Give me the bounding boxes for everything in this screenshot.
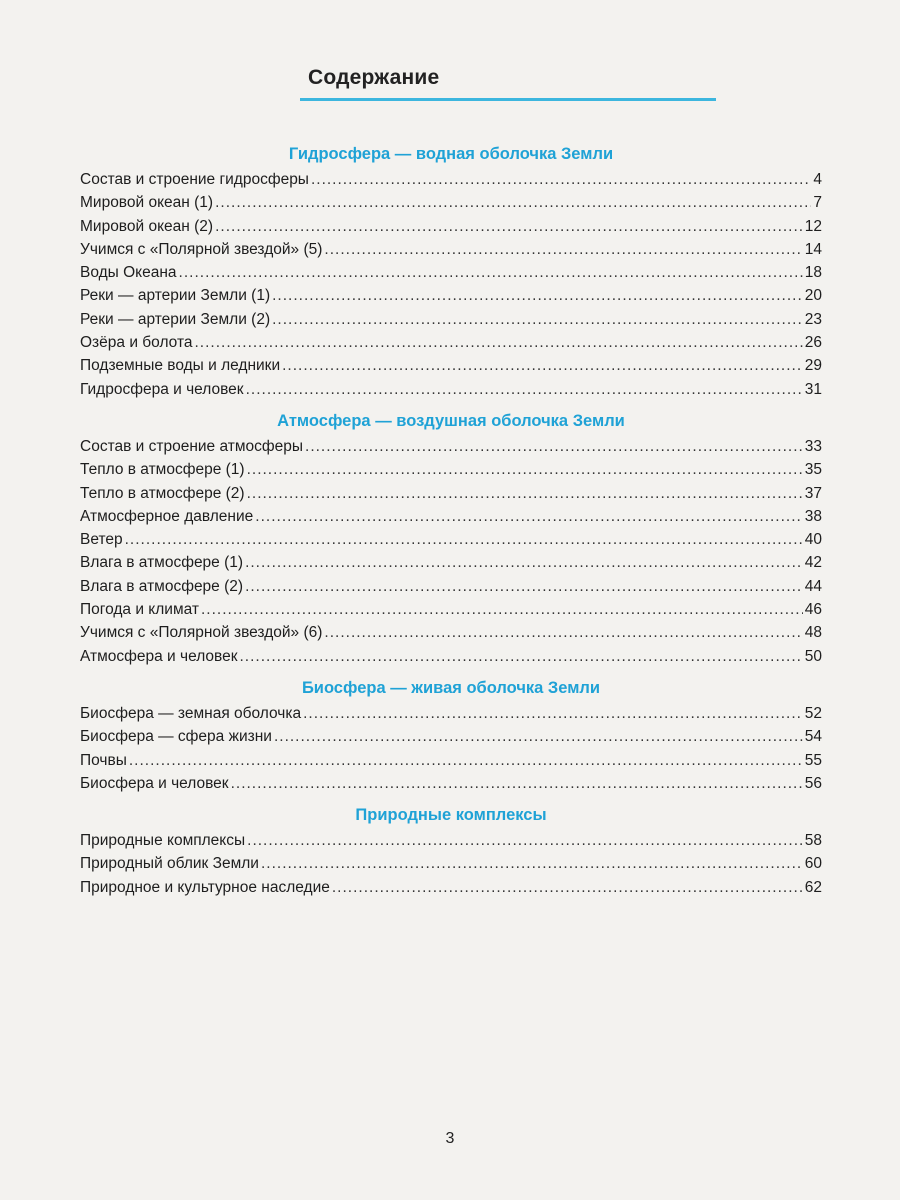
toc-entry-page: 55 <box>804 751 822 769</box>
toc-entry-page: 12 <box>804 217 822 235</box>
dot-leader <box>245 575 803 598</box>
toc-entry <box>80 482 822 505</box>
toc-entry-title: Мировой океан (1) <box>80 194 214 212</box>
dot-leader <box>311 168 811 191</box>
dot-leader <box>274 725 803 748</box>
section-heading: Атмосфера — воздушная оболочка Земли <box>277 411 625 430</box>
page-number: 3 <box>445 1130 455 1147</box>
toc-entry <box>80 528 822 551</box>
dot-leader <box>272 308 803 331</box>
dot-leader <box>247 482 803 505</box>
toc-entry <box>80 505 822 528</box>
toc-entry-title: Озёра и болота <box>80 334 193 352</box>
dot-leader <box>215 215 803 238</box>
toc-entry-page: 37 <box>804 484 822 502</box>
toc-entry-title: Биосфера — земная оболочка <box>80 704 302 722</box>
toc-entry <box>80 876 822 899</box>
dot-leader <box>201 598 803 621</box>
toc-entry-page: 20 <box>804 287 822 305</box>
toc-entry-title: Учимся с «Полярной звездой» (5) <box>80 240 323 258</box>
toc-entry-page: 52 <box>804 704 822 722</box>
dot-leader <box>324 621 802 644</box>
toc-entry <box>80 575 822 598</box>
toc-entry-title: Биосфера и человек <box>80 774 229 792</box>
toc-entry-title: Ветер <box>80 531 123 549</box>
dot-leader <box>195 331 803 354</box>
toc-entry-page: 58 <box>804 832 822 850</box>
toc-entry-page: 48 <box>804 624 822 642</box>
toc-entry-title: Атмосфера и человек <box>80 647 238 665</box>
toc-entry <box>80 215 822 238</box>
toc-entry-title: Природные комплексы <box>80 832 246 850</box>
dot-leader <box>261 852 803 875</box>
toc-entry <box>80 435 822 458</box>
toc-entry-title: Почвы <box>80 751 127 769</box>
toc-entry-title: Гидросфера и человек <box>80 380 244 398</box>
toc-entry-title: Природный облик Земли <box>80 855 259 873</box>
toc-entry-page: 35 <box>804 461 822 479</box>
dot-leader <box>305 435 803 458</box>
toc-entry <box>80 702 822 725</box>
toc-entry <box>80 621 822 644</box>
toc-entry-title: Влага в атмосфере (2) <box>80 577 244 595</box>
toc-entry-page: 7 <box>813 194 822 212</box>
toc-entry <box>80 852 822 875</box>
toc-entry-title: Влага в атмосфере (1) <box>80 554 244 572</box>
section-heading: Биосфера — живая оболочка Земли <box>301 678 601 697</box>
toc-entry-page: 40 <box>804 531 822 549</box>
toc-entry-title: Реки — артерии Земли (1) <box>80 287 271 305</box>
toc-entry <box>80 354 822 377</box>
toc-entry-title: Состав и строение гидросферы <box>80 171 309 188</box>
toc-entry-title: Атмосферное давление <box>80 507 254 525</box>
dot-leader <box>179 261 803 284</box>
toc-entry <box>80 168 822 191</box>
toc-entry-title: Природное и культурное наследие <box>80 878 330 896</box>
toc-entry <box>80 378 822 401</box>
dot-leader <box>272 284 803 307</box>
toc-entry-title: Тепло в атмосфере (2) <box>80 484 245 502</box>
toc-entry-page: 33 <box>804 437 822 455</box>
dot-leader <box>125 528 803 551</box>
dot-leader <box>215 191 811 214</box>
dot-leader <box>324 238 802 261</box>
toc-entry-page: 46 <box>804 601 822 619</box>
table-of-contents <box>80 140 822 899</box>
toc-entry <box>80 645 822 668</box>
toc-entry-page: 62 <box>804 878 822 896</box>
dot-leader <box>129 749 803 772</box>
toc-entry <box>80 331 822 354</box>
toc-entry-title: Биосфера — сфера жизни <box>80 728 272 746</box>
toc-entry <box>80 551 822 574</box>
toc-entry-page: 60 <box>804 855 822 873</box>
title-underline <box>300 98 716 101</box>
section-entries <box>80 702 822 795</box>
dot-leader <box>332 876 803 899</box>
toc-entry-title: Учимся с «Полярной звездой» (6) <box>80 624 323 642</box>
toc-entry-page: 29 <box>804 357 822 375</box>
toc-entry-title: Состав и строение атмосферы <box>80 437 304 455</box>
dot-leader <box>247 829 803 852</box>
toc-entry-title: Подземные воды и ледники <box>80 357 281 375</box>
dot-leader <box>245 551 803 574</box>
toc-entry-page: 14 <box>804 240 822 258</box>
toc-entry <box>80 308 822 331</box>
toc-entry-page: 44 <box>804 577 822 595</box>
toc-entry <box>80 749 822 772</box>
toc-entry <box>80 598 822 621</box>
toc-entry-page: 26 <box>804 334 822 352</box>
dot-leader <box>282 354 803 377</box>
dot-leader <box>303 702 803 725</box>
section-entries <box>80 168 822 401</box>
toc-entry-page: 31 <box>804 380 822 398</box>
dot-leader <box>255 505 802 528</box>
toc-entry <box>80 458 822 481</box>
toc-entry <box>80 829 822 852</box>
toc-entry-page: 23 <box>804 310 822 328</box>
toc-entry-title: Погода и климат <box>80 601 199 619</box>
toc-entry-page: 4 <box>813 171 822 188</box>
dot-leader <box>240 645 803 668</box>
toc-entry-page: 56 <box>804 774 822 792</box>
toc-entry-page: 50 <box>804 647 822 665</box>
page-title: Содержание <box>308 66 440 89</box>
toc-entry <box>80 238 822 261</box>
toc-entry <box>80 191 822 214</box>
toc-entry-title: Мировой океан (2) <box>80 217 214 235</box>
toc-entry-page: 54 <box>804 728 822 746</box>
toc-entry <box>80 284 822 307</box>
toc-entry-title: Реки — артерии Земли (2) <box>80 310 271 328</box>
dot-leader <box>231 772 803 795</box>
toc-entry <box>80 725 822 748</box>
toc-entry-title: Воды Океана <box>80 264 177 282</box>
toc-entry <box>80 261 822 284</box>
toc-entry-title: Тепло в атмосфере (1) <box>80 461 245 479</box>
section-entries <box>80 829 822 899</box>
toc-entry-page: 18 <box>804 264 822 282</box>
toc-entry-page: 38 <box>804 507 822 525</box>
dot-leader <box>246 378 803 401</box>
section-heading: Природные комплексы <box>355 806 547 825</box>
toc-entry <box>80 772 822 795</box>
toc-entry-page: 42 <box>804 554 822 572</box>
section-entries <box>80 435 822 668</box>
title-block <box>300 66 716 101</box>
section-heading: Гидросфера — водная оболочка Земли <box>288 145 614 163</box>
dot-leader <box>247 458 803 481</box>
